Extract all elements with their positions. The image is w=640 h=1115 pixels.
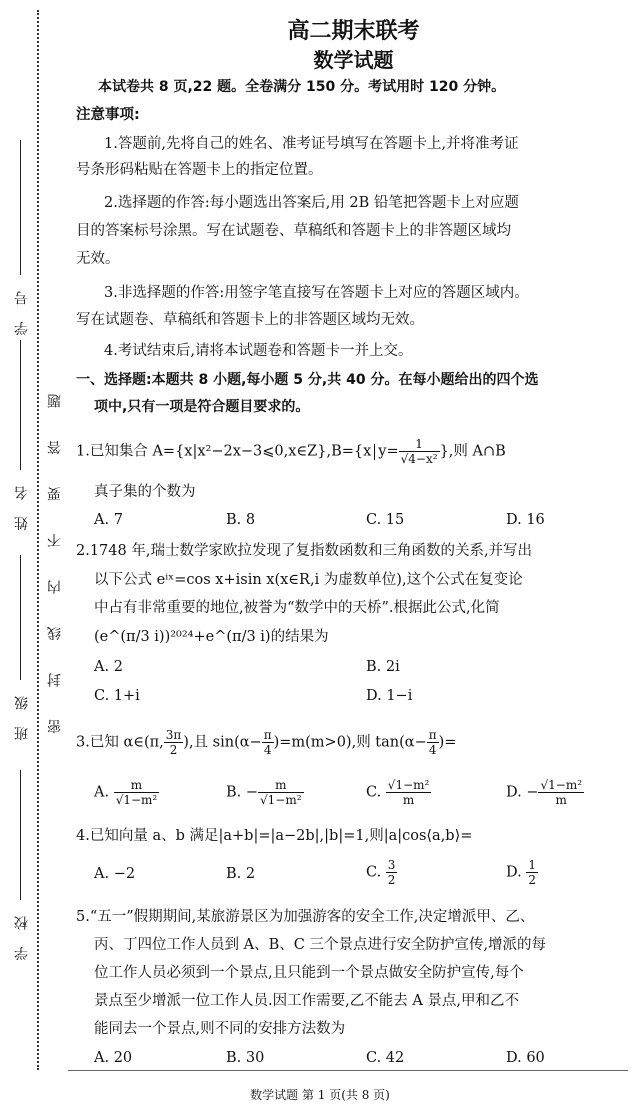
q2-line1: 2.1748 年,瑞士数学家欧拉发现了复指数函数和三角函数的关系,并写出 (76, 543, 533, 559)
q3-option-b: B. − $\frac{m}{\text{√1−m²}}$ (226, 778, 302, 807)
note-3a: 3.非选择题的作答:用签字笔直接写在答题卡上对应的答题区域内。 (104, 285, 529, 301)
section-1-heading-2: 项中,只有一项是符合题目要求的。 (94, 399, 310, 415)
q5-option-a: A. 20 (94, 1050, 133, 1066)
q2-option-b: B. 2i (366, 659, 400, 675)
q2-line2: 以下公式 eⁱˣ=cos x+isin x(x∈R,i 为虚数单位),这个公式在复变论 (94, 572, 523, 588)
label-xuehao: 学 号 (14, 285, 30, 336)
label-xuexiao: 学 校 (14, 910, 30, 961)
note-1a: 1.答题前,先将自己的姓名、准考证号填写在答题卡上,并将准考证 (104, 136, 519, 152)
q1-stem-line2: 真子集的个数为 (94, 484, 196, 500)
q4-option-c: C. $\frac{3}{2}$ (366, 858, 396, 887)
note-3b: 写在试题卷、草稿纸和答题卡上的非答题区域均无效。 (76, 312, 424, 328)
note-1b: 号条形码粘贴在答题卡上的指定位置。 (76, 162, 323, 178)
exam-subtitle: 数学试题 (313, 48, 394, 72)
xingming-write-line (20, 340, 21, 470)
note-2b: 目的答案标号涂黑。写在试题卷、草稿纸和答题卡上的非答题区域均 (76, 223, 511, 239)
section-1-heading-1: 一、选择题:本题共 8 小题,每小题 5 分,共 40 分。在每小题给出的四个选 (76, 372, 539, 388)
q5-option-c: C. 42 (366, 1050, 405, 1066)
label-banji: 班 级 (14, 690, 30, 741)
q5-line5: 能同去一个景点,则不同的安排方法数为 (94, 1021, 346, 1037)
exam-title: 高二期末联考 (287, 19, 420, 44)
q5-line3: 位工作人员必须到一个景点,且只能到一个景点做安全防护宣传,每个 (94, 965, 524, 981)
q2-option-a: A. 2 (94, 659, 123, 675)
q5-line2: 丙、丁四位工作人员到 A、B、C 三个景点进行安全防护宣传,增派的每 (94, 937, 547, 953)
q1-stem-a: 1.已知集合 A={x|x²−2x−3⩽0,x∈Z},B= (76, 443, 354, 460)
q4-option-b: B. 2 (226, 866, 256, 882)
banji-write-line (20, 555, 21, 680)
q5-option-b: B. 30 (226, 1050, 265, 1066)
q1-fraction: $\frac{1}{\text{√4−x²}}$ (400, 437, 438, 466)
notes-heading: 注意事项: (76, 107, 140, 123)
q5-line4: 景点至少增派一位工作人员.因工作需要,乙不能去 A 景点,甲和乙不 (94, 993, 520, 1009)
note-4: 4.考试结束后,请将本试题卷和答题卡一并上交。 (104, 343, 413, 359)
q1-set-b-y: y= (378, 443, 399, 460)
q3-option-c: C. $\frac{\text{√1−m²}}{m}$ (366, 778, 430, 807)
note-2a: 2.选择题的作答:每小题选出答案后,用 2B 铅笔把答题卡上对应题 (104, 195, 519, 211)
label-xingming: 姓 名 (14, 480, 30, 531)
xuehao-write-line (20, 140, 21, 275)
q2-option-c: C. 1+i (94, 688, 140, 704)
binding-margin (0, 0, 68, 1115)
xuexiao-write-line (20, 770, 21, 900)
q5-line1: 5.“五一”假期期间,某旅游景区为加强游客的安全工作,决定增派甲、乙、 (76, 909, 535, 925)
page-footer: 数学试题 第 1 页(共 8 页) (250, 1088, 390, 1102)
q4-stem: 4.已知向量 a、b 满足|a+b|=|a−2b|,|b|=1,则|a|cos⟨a,b⟩= (76, 828, 473, 844)
q1-option-c: C. 15 (366, 512, 405, 528)
q2-line4: (e^(π/3 i))²⁰²⁴+e^(π/3 i)的结果为 (94, 629, 329, 645)
seal-dotted-line (37, 10, 39, 1070)
exam-info: 本试卷共 8 页,22 题。全卷满分 150 分。考试用时 120 分钟。 (98, 79, 506, 95)
q1-option-a: A. 7 (94, 512, 123, 528)
seal-warning: 密 封 线 内 不 要 答 题 (47, 380, 63, 734)
q4-option-a: A. −2 (94, 866, 136, 882)
q1-option-d: D. 16 (506, 512, 545, 528)
q1-set-b-right: },则 A∩B (439, 443, 506, 460)
q4-option-d: D. $\frac{1}{2}$ (506, 858, 536, 887)
q3-option-d: D. − $\frac{\text{√1−m²}}{m}$ (506, 778, 583, 807)
note-2c: 无效。 (76, 251, 120, 267)
q1-option-b: B. 8 (226, 512, 256, 528)
bottom-rule (68, 1070, 628, 1071)
q2-option-d: D. 1−i (366, 688, 413, 704)
q3-stem: 3.已知 α∈(π, $\frac{3\pi}{2}$ ),且 sin(α− $\frac{\pi}{4}$ )=m(m>0),则 tan(α− $\frac{\pi}{4}$ )= (76, 728, 457, 757)
q1-stem-line1 (76, 437, 506, 466)
q1-set-b-left: {x (353, 443, 372, 460)
q2-line3: 中占有非常重要的地位,被誉为“数学中的天桥”.根据此公式,化简 (94, 600, 500, 616)
q3-option-a: A. $\frac{m}{\text{√1−m²}}$ (94, 778, 158, 807)
q5-option-d: D. 60 (506, 1050, 545, 1066)
